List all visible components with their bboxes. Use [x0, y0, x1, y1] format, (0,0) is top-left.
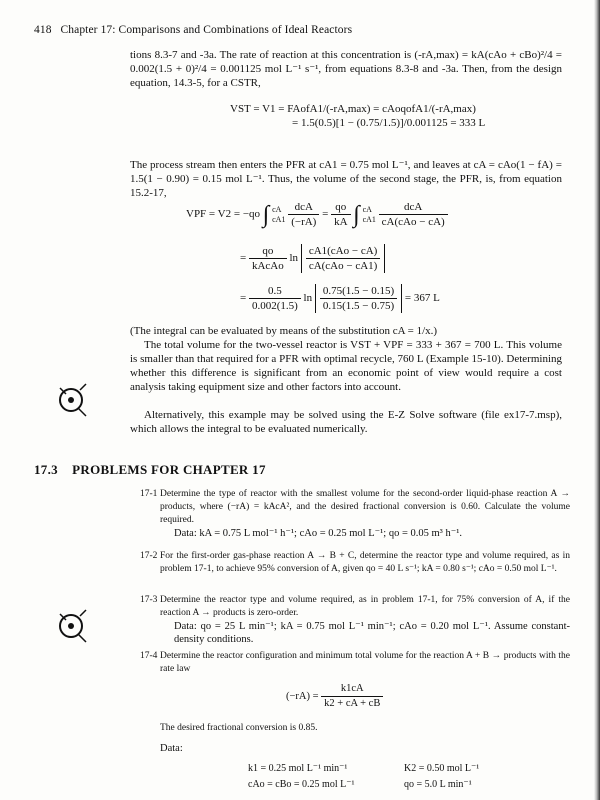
- data-k2: K2 = 0.50 mol L⁻¹: [404, 763, 480, 774]
- equation-pfr-integral: [186, 200, 448, 229]
- problem-text: For the first-order gas-phase reaction A → B + C, determine the reactor type and volume required, as in problem 17-1, to achieve 95% conversion of A, given qo = 40 L s⁻¹; kA = 0.80 s⁻¹; cAo = 0.50 mol L⁻¹.: [160, 551, 570, 574]
- problem-17-3: [140, 594, 570, 646]
- fraction-coef-1: [331, 200, 350, 229]
- integrand-1-num: dcA: [288, 200, 319, 215]
- paragraph-ez-solve: Alternatively, this example may be solved using the E-Z Solve software (file ex17-7.msp), which allows the integral to be evaluated numerically.: [130, 409, 562, 435]
- ln-operator-1: ln: [289, 252, 299, 265]
- integral-2-lower: cA1: [362, 214, 376, 224]
- coef-3-den: 0.002(1.5): [251, 300, 298, 312]
- fraction-bracket-2: [320, 284, 397, 313]
- paragraph-total-volume: The total volume for the two-vessel reactor is VST + VPF = 333 + 367 = 700 L. This volume is smaller than that required for a PFR with optimal recycle, 760 L (Example 15-10). Determining whether this difference is significant from an economic point of view would require a cost analysis taking equipment size and other factors into account.: [130, 339, 562, 393]
- fraction-coef-2: [249, 244, 287, 273]
- coef-1-den: kA: [334, 216, 348, 228]
- ln-operator-2: ln: [303, 292, 313, 305]
- cd-rom-icon: [58, 380, 88, 420]
- problem-number: 17-3: [140, 595, 158, 605]
- integral-limits-2: [363, 205, 376, 225]
- bracket-1: [301, 244, 386, 273]
- equation-cstr-line-2: = 1.5(0.5)[1 − (0.75/1.5)]/0.001125 = 333 L: [292, 117, 486, 129]
- coef-1-num: qo: [331, 200, 350, 215]
- chapter-title: Chapter 17: Comparisons and Combinations of Ideal Reactors: [60, 24, 353, 36]
- bracket-1-den: cA(cAo − cA1): [308, 260, 378, 272]
- coef-3-num: 0.5: [249, 284, 301, 299]
- problem-data: Data: kA = 0.75 L mol⁻¹ h⁻¹; cAo = 0.25 mol L⁻¹; qo = 0.05 m³ h⁻¹.: [174, 528, 463, 539]
- integral-sign-2: ∫: [353, 201, 360, 228]
- paragraph-pfr: The process stream then enters the PFR at cA1 = 0.75 mol L⁻¹, and leaves at cA = cAo(1 − fA) = 1.5(1 − 0.90) = 0.15 mol L⁻¹. Thus, the volume of the second stage, the PFR, is, from equation 15.2-17,: [130, 159, 562, 199]
- rate-law-lhs: (−rA) =: [286, 690, 319, 702]
- section-heading: [34, 462, 266, 478]
- integral-sign-1: ∫: [262, 201, 270, 228]
- problem-number: 17-2: [140, 551, 158, 561]
- problem-text: Determine the reactor type and volume required, as in problem 17-1, for 75% conversion of A, if the reaction A → products is zero-order.: [160, 595, 570, 618]
- integrand-2-den: cA(cAo − cA): [381, 216, 445, 228]
- equation-rate-law: [286, 682, 383, 711]
- problem-data: Data: qo = 25 L min⁻¹; kA = 0.75 mol L⁻¹ min⁻¹; cAo = 0.20 mol L⁻¹. Assume constant-density conditions.: [174, 621, 570, 645]
- equation-cstr-volume: [230, 102, 485, 130]
- running-header: [34, 24, 352, 36]
- equation-pfr-line-3: = $\frac{0.5}{0.002(1.5)}$ ln $\frac{0.75(1.5 - 0.15)}{0.15(1.5 - 0.75)}$ = 367 L: [240, 285, 440, 312]
- problem-17-1: [140, 488, 570, 540]
- section-title: PROBLEMS FOR CHAPTER 17: [72, 462, 266, 477]
- page-number: 418: [34, 24, 52, 36]
- data-label: Data:: [160, 743, 183, 754]
- fraction-integrand-2: [379, 200, 448, 229]
- rate-law-fraction: [321, 682, 383, 711]
- rate-law-num: k1cA: [321, 682, 383, 697]
- problem-number: 17-4: [140, 651, 158, 661]
- integral-2-upper: cA: [362, 204, 372, 214]
- integral-1-lower: cA1: [272, 214, 286, 224]
- problem-17-2: [140, 550, 570, 576]
- integral-limits-1: [272, 205, 285, 225]
- fraction-coef-3: [249, 284, 301, 313]
- bracket-1-num: cA1(cAo − cA): [306, 244, 381, 259]
- paragraph-rate: tions 8.3-7 and -3a. The rate of reaction at this concentration is (-rA,max) = kA(cAo + cBo)²/4 = 0.002(1.5 + 0)²/4 = 0.001125 mol L⁻¹ s⁻¹, from equations 8.3-8 and -3a. Then, from the design equation, 14.3-5, for a CSTR,: [130, 49, 562, 89]
- conversion-statement: The desired fractional conversion is 0.85.: [160, 723, 318, 733]
- coef-2-num: qo: [249, 244, 287, 259]
- problem-17-4: [140, 650, 570, 676]
- problem-number: 17-1: [140, 489, 158, 499]
- integrand-2-num: dcA: [379, 200, 448, 215]
- problem-text: Determine the reactor configuration and minimum total volume for the reaction A + B → products with the rate law: [160, 651, 570, 674]
- bracket-2-num: 0.75(1.5 − 0.15): [320, 284, 397, 299]
- data-cao: cAo = cBo = 0.25 mol L⁻¹: [248, 779, 355, 790]
- bracket-2-den: 0.15(1.5 − 0.75): [322, 300, 395, 312]
- coef-2-den: kAcAo: [251, 260, 284, 272]
- data-k1: k1 = 0.25 mol L⁻¹ min⁻¹: [248, 763, 348, 774]
- fraction-integrand-1: [288, 200, 319, 229]
- equation-pfr-line-2: = $\frac{qo}{\text{kAcAo}}$ ln $\frac{\text{cA1(cAo − cA)}}{\text{cA(cAo − cA1)}}$: [240, 244, 385, 273]
- data-qo: qo = 5.0 L min⁻¹: [404, 779, 472, 790]
- cd-rom-icon: [58, 606, 88, 646]
- pfr-volume-result: = 367 L: [404, 292, 440, 305]
- integral-1-upper: cA: [272, 204, 282, 214]
- equation-cstr-line-1: VST = V1 = FAofA1/(-rA,max) = cAoqofA1/(-rA,max): [230, 103, 476, 115]
- equals-sign: =: [322, 208, 329, 221]
- problem-text: Determine the type of reactor with the smallest volume for the second-order liquid-phase reaction A → products, where (−rA) = kAcA², and the desired fractional conversion is 0.60. Calculate the volume required.: [160, 489, 570, 525]
- scan-page-edge: [594, 0, 600, 800]
- paragraph-substitution: (The integral can be evaluated by means of the substitution cA = 1/x.): [130, 325, 438, 337]
- rate-law-den: k2 + cA + cB: [324, 698, 381, 709]
- bracket-2: [315, 284, 402, 313]
- integrand-1-den: (−rA): [291, 216, 317, 228]
- section-number: 17.3: [34, 462, 58, 477]
- equation-pfr-lhs: VPF = V2 = −qo: [186, 208, 261, 221]
- fraction-bracket-1: [306, 244, 381, 273]
